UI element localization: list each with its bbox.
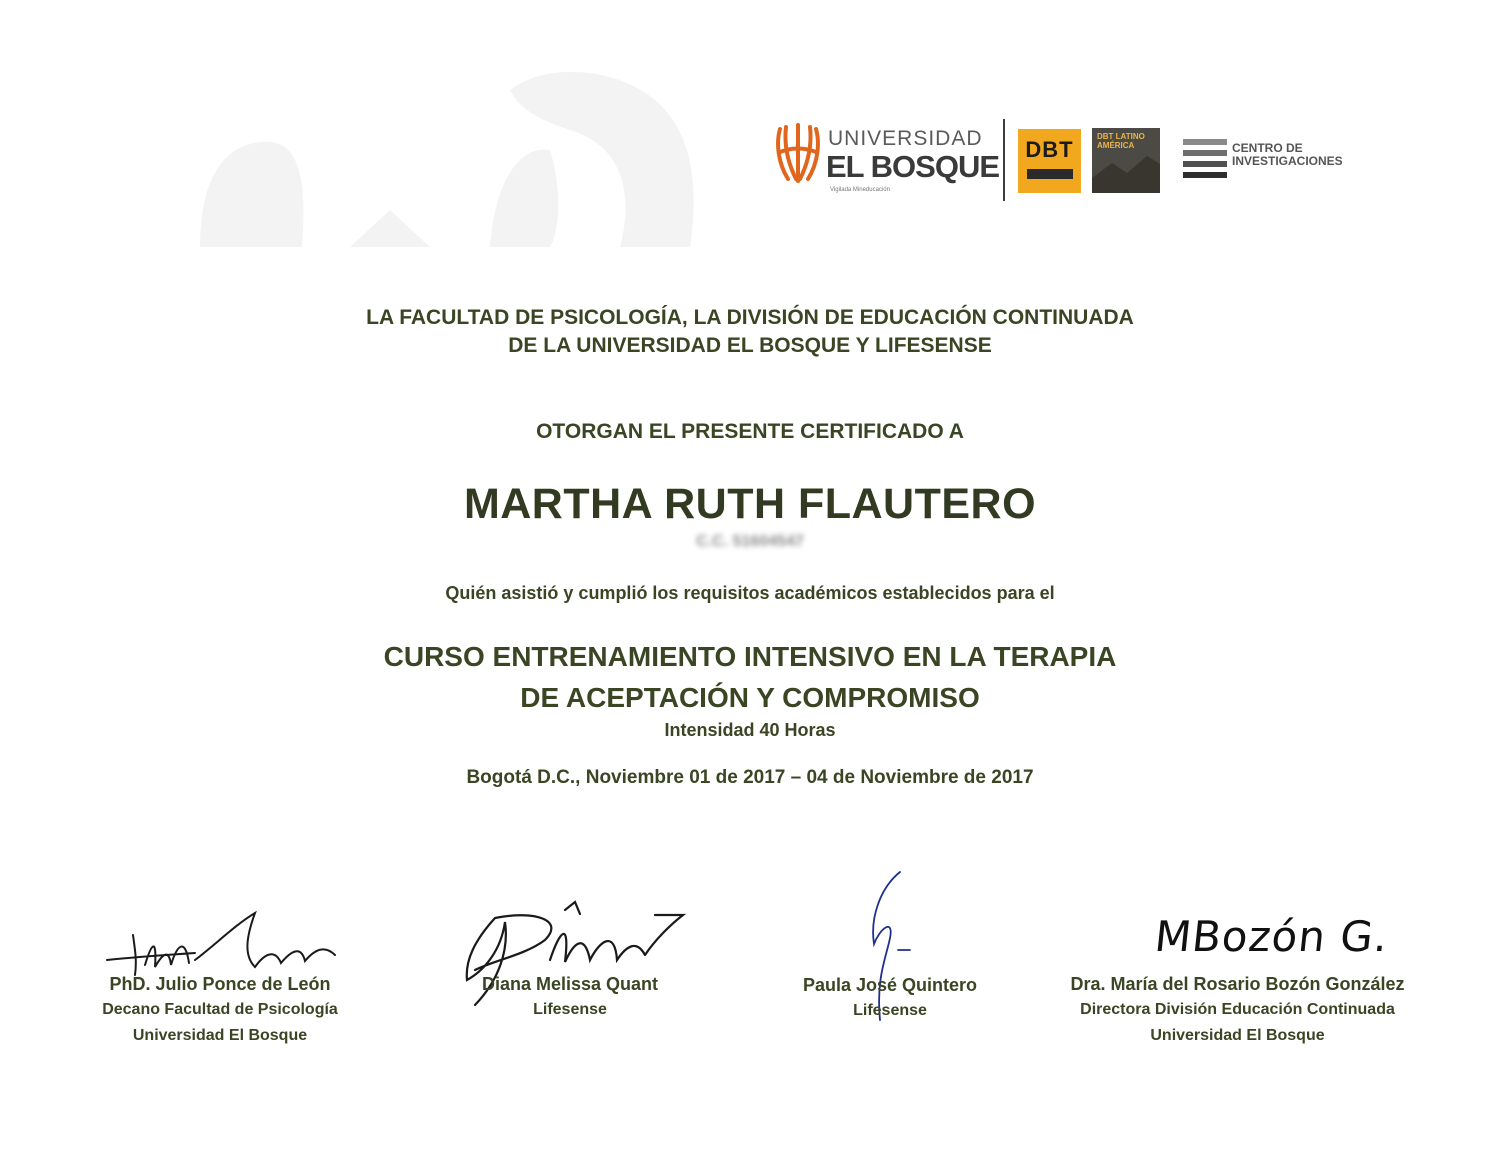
- dbt-latino-logo: [1092, 128, 1160, 193]
- signatory-title: Directora División Educación Continuada: [1080, 1001, 1395, 1018]
- signatory-quant: [410, 971, 730, 1023]
- signatory-name: Paula José Quintero: [802, 975, 978, 995]
- signatory-ponce: [60, 971, 380, 1049]
- signatory-title: Lifesense: [533, 1001, 607, 1018]
- recipient-id: C.C. 51604547: [696, 533, 804, 550]
- logo-strip: [770, 115, 1343, 205]
- issuer-line-2: DE LA UNIVERSIDAD EL BOSQUE Y LIFESENSE: [508, 334, 992, 357]
- signatory-org: Universidad El Bosque: [1150, 1027, 1325, 1044]
- university-name-line2: EL BOSQUE: [826, 149, 1000, 184]
- centro-investigaciones-label: CENTRO DE INVESTIGACIONES: [1232, 141, 1343, 168]
- course-intensity: Intensidad 40 Horas: [664, 720, 836, 740]
- university-crest-icon: [774, 123, 822, 185]
- signatory-name: Dra. María del Rosario Bozón González: [1070, 974, 1405, 994]
- dbt-logo-label: DBT: [1025, 137, 1074, 162]
- university-motto: Vigilada Mineducación: [830, 187, 890, 193]
- course-title-line-1: CURSO ENTRENAMIENTO INTENSIVO EN LA TERAPIA: [383, 641, 1117, 672]
- dbt-logo: [1018, 129, 1081, 193]
- university-name-line1: UNIVERSIDAD: [828, 127, 983, 150]
- course-title: [150, 636, 1350, 718]
- signatory-org: Universidad El Bosque: [132, 1027, 308, 1044]
- place-and-dates: Bogotá D.C., Noviembre 01 de 2017 – 04 de Noviembre de 2017: [466, 767, 1034, 788]
- issuer-statement: [150, 304, 1350, 360]
- signature-bozon: MBozón G.: [1152, 912, 1391, 961]
- signatory-title: Decano Facultad de Psicología: [102, 1001, 338, 1018]
- issuer-line-1: LA FACULTAD DE PSICOLOGÍA, LA DIVISIÓN DE EDUCACIÓN CONTINUADA: [366, 306, 1134, 329]
- signatory-bozon: [1040, 971, 1435, 1049]
- signatory-quintero: [730, 972, 1050, 1024]
- recipient-name: MARTHA RUTH FLAUTERO: [463, 480, 1037, 528]
- attendance-statement: Quién asistió y cumplió los requisitos académicos establecidos para el: [445, 583, 1055, 603]
- logo-divider: [1003, 119, 1005, 201]
- signatory-name: PhD. Julio Ponce de León: [109, 974, 331, 994]
- watermark-graphic: [190, 60, 730, 250]
- signatory-name: Diana Melissa Quant: [481, 974, 659, 994]
- grant-text: OTORGAN EL PRESENTE CERTIFICADO A: [536, 420, 964, 443]
- centro-bars-icon: [1183, 139, 1227, 179]
- course-title-line-2: DE ACEPTACIÓN Y COMPROMISO: [520, 682, 980, 713]
- signatory-title: Lifesense: [853, 1002, 927, 1019]
- dbt-logo-strip: [1027, 169, 1073, 179]
- dbt-latino-label: DBT LATINO AMÉRICA: [1097, 132, 1145, 150]
